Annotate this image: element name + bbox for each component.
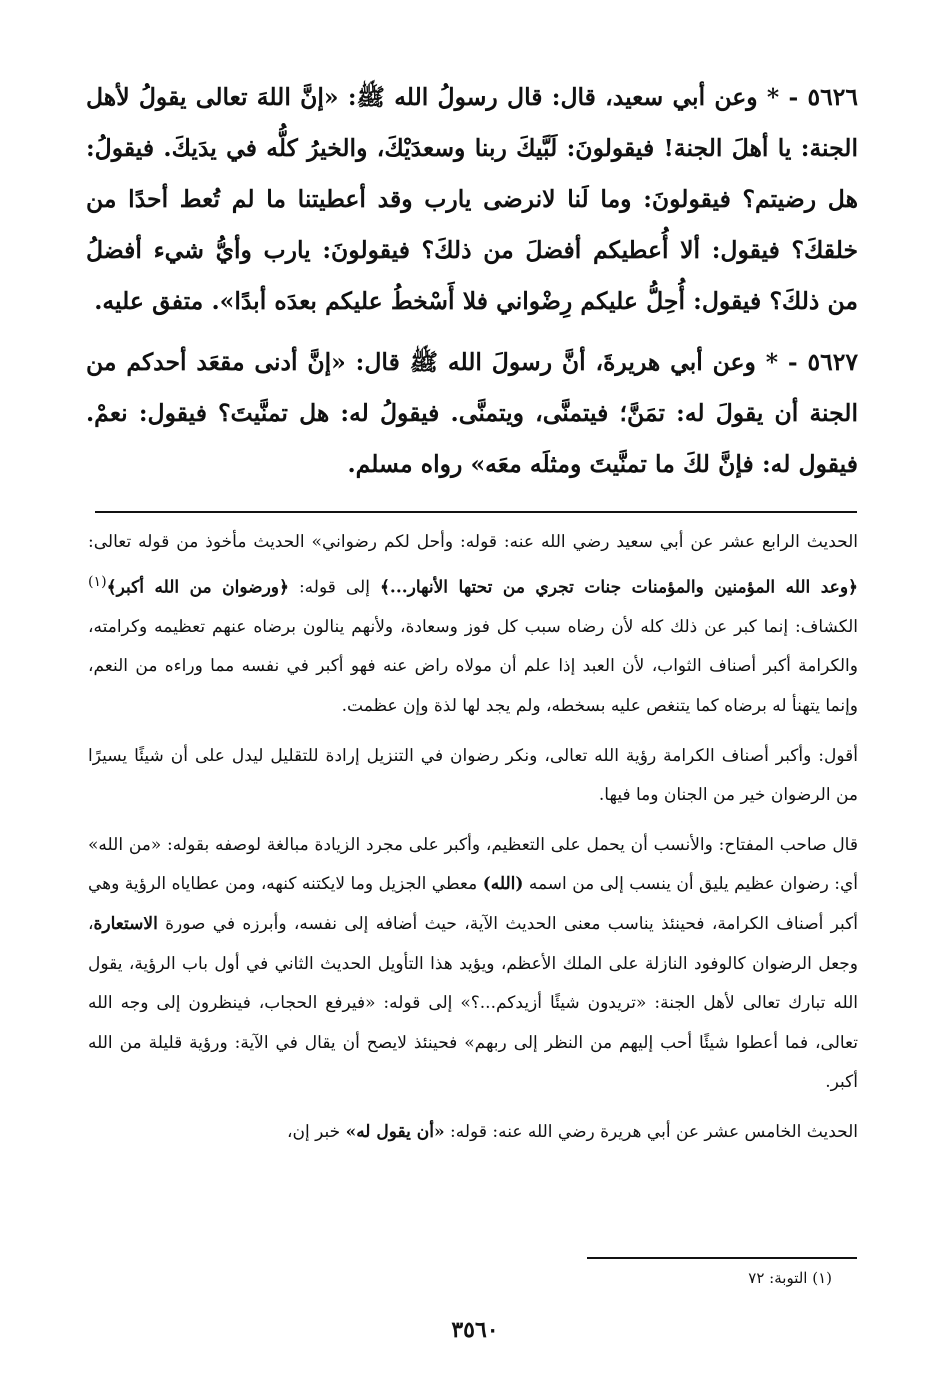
commentary-text: الكشاف: إنما كبر عن ذلك كله لأن رضاه سبب كل فوز وسعادة، ولأنهم ينالون برضاه عنهم تعظيمه وكرامته، والكرامة أكبر أصناف الثواب، لأن العبد إذا علم أن مولاه راض عنه فهو أكبر في نفسه مما وراءه من النعم، وإنما يتهنأ له برضاه كما يتنغص عليه بسخطه، ولم يجد لها لذة وإن عظمت. bbox=[88, 616, 858, 717]
commentary-paragraph bbox=[88, 523, 858, 727]
hadith-5626 bbox=[86, 72, 858, 327]
commentary-text: معطي الجزيل وما لايكتنه كنهه، ومن عطاياه الرؤية وهي أكبر أصناف الكرامة، فحينئذ يناسب معنى الحديث الآية، حيث أضافه إلى نفسه، وأبرزه في صورة bbox=[88, 874, 858, 934]
emphasis-text: الاستعارة bbox=[93, 914, 158, 934]
commentary-text: خبر إن، bbox=[287, 1121, 346, 1142]
commentary-text: إلى قوله: bbox=[288, 577, 380, 598]
hadith-number: ٥٦٢٦ - * bbox=[766, 83, 858, 111]
emphasis-text: (الله) bbox=[482, 874, 524, 895]
commentary-text: أقول: وأكبر أصناف الكرامة رؤية الله تعالى، ونكر رضوان في التنزيل إرادة للتقليل ليدل على أن شيئًا يسيرًا من الرضوان خير من الجنان وما فيها. bbox=[88, 745, 858, 806]
commentary-text: ، وجعل الرضوان كالوفود النازلة على الملك الأعظم، ويؤيد هذا التأويل الحديث الثاني في أول باب الرؤية، يقول الله تبارك تعالى لأهل الجنة: «تريدون شيئًا أزيدكم...؟» إلى قوله: «فيرفع الحجاب، فينظرون إلى وجه الله تعالى، فما أعطوا شيئًا أحب إليهم من النظر إلى ربهم» فحينئذ لايصح أن يقال في الآية: ورؤية قليلة من الله أكبر. bbox=[88, 914, 858, 1093]
commentary-paragraph bbox=[88, 737, 858, 816]
page-number: ٣٥٦٠ bbox=[451, 1317, 499, 1343]
footnote-ref[interactable]: (١) bbox=[88, 573, 107, 590]
hadith-number: ٥٦٢٧ - * bbox=[765, 348, 859, 376]
commentary-paragraph bbox=[88, 826, 858, 1103]
quran-verse: ﴿وعد الله المؤمنين والمؤمنات جنات تجري من تحتها الأنهار...﴾ bbox=[379, 577, 858, 598]
quran-verse: ﴿ورضوان من الله أكبر﴾ bbox=[106, 577, 289, 598]
commentary-paragraph bbox=[88, 1113, 858, 1153]
footnote-divider bbox=[587, 1257, 857, 1259]
footnote: (١) التوبة: ٧٢ bbox=[748, 1269, 832, 1287]
hadith-section bbox=[86, 72, 858, 500]
hadith-5627 bbox=[86, 337, 858, 490]
commentary-section bbox=[88, 523, 858, 1163]
commentary-text: الحديث الرابع عشر عن أبي سعيد رضي الله عنه: قوله: وأحل لكم رضواني» الحديث مأخوذ من قوله تعالى: bbox=[88, 532, 858, 552]
commentary-text: قال صاحب المفتاح: والأنسب أن يحمل على التعظيم، وأكبر على مجرد الزيادة مبالغة لوصفه بقوله: «من الله» أي: رضوان عظيم يليق أن ينسب إلى من اسمه bbox=[88, 834, 858, 895]
section-divider bbox=[95, 511, 857, 513]
commentary-text: الحديث الخامس عشر عن أبي هريرة رضي الله عنه: قوله: bbox=[444, 1121, 858, 1142]
hadith-text: وعن أبي هريرةَ، أنَّ رسولَ الله ﷺ قال: «إنَّ أدنى مقعَد أحدكم من الجنة أن يقولَ له: تمَنَّ؛ فيتمنَّى، ويتمنَّى. فيقولُ له: هل تمنَّيتَ؟ فيقول: نعمْ. فيقول له: فإنَّ لكَ ما تمنَّيتَ ومثلَه معَه» رواه مسلم. bbox=[86, 348, 858, 478]
hadith-text: وعن أبي سعيد، قال: قال رسولُ الله ﷺ: «إنَّ اللهَ تعالى يقولُ لأهل الجنة: يا أهلَ الجنة! فيقولونَ: لَبَّيكَ ربنا وسعدَيْكَ، والخيرُ كلُّه في يدَيكَ. فيقولُ: هل رضيتم؟ فيقولونَ: وما لَنا لانرضى يارب وقد أعطيتنا ما لم تُعط أحدًا من خلقكَ؟ فيقول: ألا أُعطيكم أفضلَ من ذلكَ؟ فيقولونَ: يارب وأيُّ شيء أفضلُ من ذلكَ؟ فيقول: أُحِلُّ عليكم رِضْواني فلا أَسْخطُ عليكم بعدَه أبدًا». متفق عليه. bbox=[86, 83, 858, 315]
emphasis-text: «أن يقول له» bbox=[345, 1121, 445, 1142]
